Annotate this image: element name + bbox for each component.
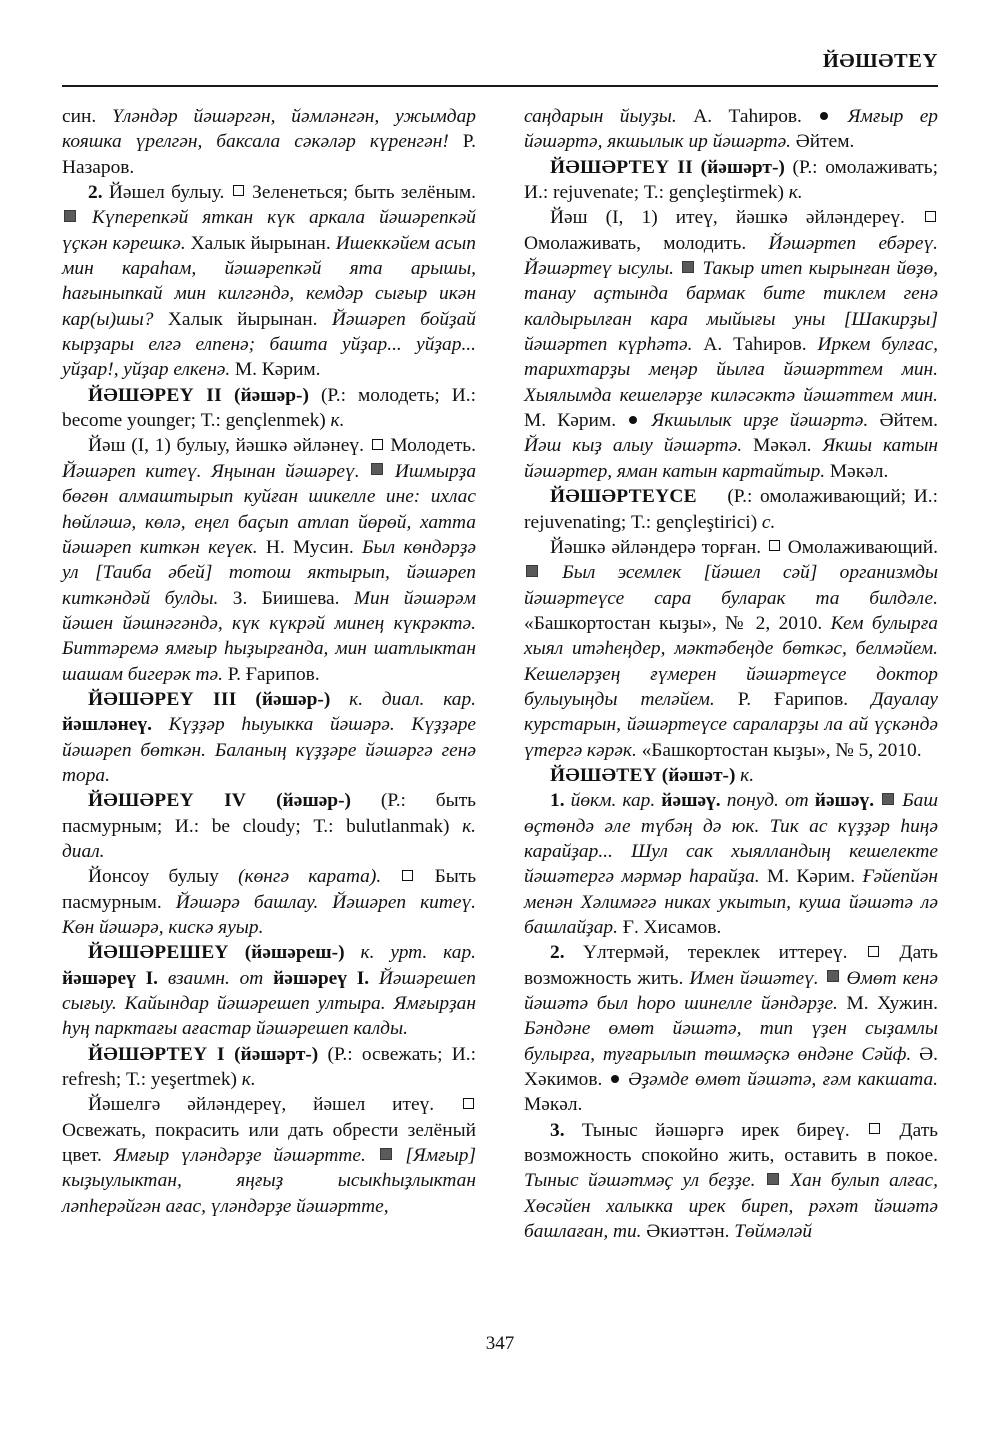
proverb-2: Йәш кыҙ алыу йәшәртә. xyxy=(524,435,743,457)
citation-source: А. Таһиров. xyxy=(693,106,802,127)
sense-number: 1. xyxy=(550,790,565,812)
entry-yasharey-4-body xyxy=(62,864,476,940)
russian-gloss: Молодеть. xyxy=(390,435,476,457)
two-column-body xyxy=(62,104,938,1304)
filled-square-icon xyxy=(767,1173,779,1185)
headword: ЙӘШӘРТЕҮ II xyxy=(550,156,694,178)
bashkir-definition: Йәш (I, 1) итеү, йәшкә әйләндереү. xyxy=(550,207,905,229)
sense-2-citation-2: Ишеккәйем асып мин караһам, йәшәрепкәй ята арышы, һағыныпкай мин килгәндә, кемдәр сығыр икән кар(ы)шы? xyxy=(62,232,476,330)
citation-2: Бәндәне өмөт йәшәтә, тип үҙен сыҙамлы булырға, туғарылып төшмәҫкә өндәне Сәйф. xyxy=(524,1018,938,1065)
headword-stem: (йәшәреш-) xyxy=(244,942,345,964)
sense-number: 2. xyxy=(88,182,103,204)
cross-reference[interactable]: йәшәү. xyxy=(661,790,721,812)
entry-yashatey xyxy=(524,763,938,788)
open-square-icon xyxy=(869,1123,880,1134)
headword-stem: (йәшәр-) xyxy=(233,384,309,406)
examples: Күҙҙәр һыуыкка йәшәрә. Күҙҙәре йәшәреп бөткән. Баланың күҙҙәре йәшәргә генә тора. xyxy=(62,714,476,786)
filled-square-icon xyxy=(827,970,839,982)
citation-3-source: Р. Ғарипов. xyxy=(227,663,320,685)
open-square-icon xyxy=(925,211,936,222)
citation-2-source: Ә. Хәкимов. xyxy=(524,1043,938,1091)
sense-2-citation: Күперепкәй яткан күк аркала йәшәрепкәй үҫкән кәрешкә. xyxy=(62,207,477,254)
citation-2: Был көндәрҙә ул [Таиба әбей] тотош яктырып, йәшәреп киткәндәй булды. xyxy=(62,536,476,609)
entry-yasharey-4 xyxy=(62,788,476,864)
bullet-icon xyxy=(611,1075,619,1083)
sense-2-citation-3-source: М. Кәрим. xyxy=(234,359,321,381)
entry-yasharey-2-body xyxy=(62,433,476,686)
grammar-label: к. xyxy=(330,410,345,432)
citation: Был эсемлек [йәшел сәй] организмды йәшәртеүсе сара буларак та билдәле. xyxy=(524,562,939,609)
headword: ЙӘШӘРЕҮ IV xyxy=(88,790,247,812)
bashkir-definition: Тыныс йәшәргә ирек биреү. xyxy=(581,1119,850,1141)
proverb-source: Мәкәл. xyxy=(524,1094,583,1116)
citation: Өмөт кенә йәшәтә был һоро шинелле йәндәрҙе. xyxy=(524,967,939,1015)
grammar-label: йөкм. кар. xyxy=(570,790,656,812)
open-square-icon xyxy=(769,540,780,551)
sense-2-russian-gloss: Зеленеться; быть зелёным. xyxy=(252,182,476,204)
headword: ЙӘШӘРТЕҮСЕ xyxy=(550,486,697,508)
headword-stem: (йәшәр-) xyxy=(255,688,331,710)
entry-yashartey-2-body xyxy=(524,205,938,484)
sense-2-paragraph xyxy=(62,180,476,383)
filled-square-icon xyxy=(380,1148,392,1160)
russian-gloss: Дать возможность спокойно жить, оставить в покое. xyxy=(524,1119,939,1167)
citation: Хан булып алғас, Хөсәйен халыкка ирек биреп, рәхәт йәшәтә башлаған, ти. xyxy=(524,1170,939,1243)
proverb-source: Әйтем. xyxy=(879,410,939,432)
headword: ЙӘШӘРЕШЕҮ xyxy=(88,942,229,964)
headword-stem: (йәшәрт-) xyxy=(700,156,785,178)
relation-note: понуд. от xyxy=(726,790,809,812)
citation-3: Мин йәшәрәм йәшен йәшнәгәндә, күк күкрәй минең күкрәктә. Биттәремә ямғыр һыҙырғанда, мин шатлыктан шашам бигерәк тә. xyxy=(62,587,476,685)
citation-source: М. Кәрим. xyxy=(766,866,856,888)
citation-source: Н. Мусин. xyxy=(265,536,354,558)
translations: (Р.: омолаживающий; И.: rejuvenating; Т.: gençleştirici) xyxy=(524,486,938,533)
bashkir-definition: Йонсоу булыу xyxy=(88,866,219,888)
entry-yashatey-sense-1 xyxy=(524,788,938,940)
open-square-icon xyxy=(402,870,413,881)
sense-2-bashkir-def: Йәшел булыу. xyxy=(108,182,225,204)
page-number: 347 xyxy=(485,1333,515,1354)
cross-reference[interactable]: йәшләнеү. xyxy=(62,714,152,736)
citation: Ишмырҙа бөгөн алмаштырып куйған шикелле ине: ихлас һөйләшә, көлә, еңел баҫып атлап йөрөй, хатта йәшәреп киткән кеүек. xyxy=(62,460,477,558)
citation-2-source: М. Кәрим. xyxy=(524,410,617,432)
entry-yashareshey xyxy=(62,940,476,1041)
filled-square-icon xyxy=(371,463,383,475)
proverb: Ямғыр ер йәшәртә, якшылык ир йәшәртә. xyxy=(524,106,938,153)
citation-tail: саңдарын йыуҙы. xyxy=(524,106,677,127)
proverb: Якшылык ирҙе йәшәртә. xyxy=(651,410,869,432)
grammar-label: к. xyxy=(788,182,803,204)
citation-source: Әкиәттән. xyxy=(646,1221,730,1243)
translations: (Р.: молодеть; И.: become younger; Т.: gençlenmek) xyxy=(62,384,477,432)
headword: ЙӘШӘРЕҮ II xyxy=(88,384,222,406)
examples: Ямғыр үләндәрҙе йәшәртте. xyxy=(113,1145,366,1167)
proverb-3: Якшы катын йәшәртер, яман катын картайтыр. xyxy=(524,435,938,482)
citation: Баш өҫтөндә әле түбәң дә юк. Тик ас күҙҙәр һиңә карайҙар... Шул сак хыялландың кешелекте йәшәтергә мәрмәр һарайҙа. xyxy=(524,790,939,888)
right-column xyxy=(524,104,938,1304)
open-square-icon xyxy=(463,1098,474,1109)
cross-reference-2[interactable]: йәшәреү I. xyxy=(273,967,370,989)
cross-reference-2[interactable]: йәшәү. xyxy=(814,790,875,812)
relation-note: взаимн. от xyxy=(167,967,264,989)
citation-3-source: «Башкортостан кыҙы», № 5, 2010. xyxy=(641,739,922,761)
citation-2: Кем булырға хыял итәһеңдер, мәктәбеңде бөткәс, белмәйем. Кешеләрҙең ғүмерен йәшәртеүсе доктор булыуыңды теләйем. xyxy=(524,612,939,710)
russian-gloss: Омолаживающий. xyxy=(787,536,939,558)
examples: Тыныс йәшәтмәҫ ул беҙҙе. xyxy=(524,1170,756,1192)
citation-2-source: Ғ. Хисамов. xyxy=(622,917,722,938)
examples: Имен йәшәтеү. xyxy=(689,967,819,989)
headword-stem: (йәшәт-) xyxy=(661,764,736,786)
grammar-label: к. xyxy=(241,1069,256,1091)
bashkir-definition: Үлтермәй, тереклек иттереү. xyxy=(583,942,848,964)
entry-yasharey-3 xyxy=(62,687,476,788)
bullet-icon xyxy=(629,416,637,424)
proverb-2-source: Мәкәл. xyxy=(753,435,812,457)
bashkir-definition-paren: (көнгә карата). xyxy=(238,866,382,888)
open-square-icon xyxy=(372,439,383,450)
entry-yashartey-2 xyxy=(524,155,938,206)
proverb: Әҙәмде өмөт йәшәтә, ғәм какшата. xyxy=(628,1069,938,1091)
open-square-icon xyxy=(233,185,244,196)
entry-yashatey-sense-2 xyxy=(524,940,938,1117)
entry-yasharey-2 xyxy=(62,383,476,434)
entry-yashatey-sense-3 xyxy=(524,1118,938,1245)
citation: [Ямғыр] кыҙыулыктан, яңғыҙ ысыкһыҙлыктан ләпһерәйгән ағас, үләндәрҙе йәшәртте, xyxy=(62,1145,477,1217)
citation-source: «Башкортостан кыҙы», № 2, 2010. xyxy=(524,612,823,634)
sense-2-citation-source: Халык йырынан. xyxy=(190,232,331,254)
continued-source: Р. Назаров. xyxy=(62,131,476,178)
running-head: ЙӘШӘТЕҮ xyxy=(822,50,938,72)
russian-gloss: Омолаживать, молодить. xyxy=(524,232,747,254)
russian-gloss: Освежать, покрасить или дать обрести зелёный цвет. xyxy=(62,1119,476,1167)
russian-gloss: Быть пасмурным. xyxy=(62,866,477,913)
citation-source: А. Таһиров. xyxy=(703,334,807,356)
citation-source: М. Хужин. xyxy=(846,993,938,1015)
proverb-3-source: Мәкәл. xyxy=(829,460,889,482)
citation-2-source: З. Биишева. xyxy=(232,587,340,609)
entry-yasharteyse-body xyxy=(524,535,938,763)
bashkir-definition: Йәшелгә әйләндереү, йәшел итеү. xyxy=(88,1094,435,1116)
grammar-label: с. xyxy=(761,511,776,533)
citation-2: Иркем булғас, тарихтарҙы меңәр йылға йәшәрттем мин. Хыялымда кешеләрҙе киләсәктә йәшәттем мин. xyxy=(524,334,938,406)
grammar-label: к. диал. xyxy=(62,815,476,862)
headword: ЙӘШӘРТЕҮ I xyxy=(88,1043,225,1065)
cross-reference[interactable]: йәшәреү I. xyxy=(62,967,159,989)
left-column xyxy=(62,104,476,1304)
entry-yashartey-1 xyxy=(62,1042,476,1093)
sense-2-citation-2-source: Халык йырынан. xyxy=(167,308,318,330)
examples: Йәшәреп китеү. Яңынан йәшәреү. xyxy=(62,460,360,482)
yashartey-1-tail xyxy=(524,104,938,155)
citation-tail: Төймәләй xyxy=(734,1221,813,1243)
filled-square-icon xyxy=(882,793,894,805)
proverb-source: Әйтем. xyxy=(795,131,855,153)
grammar-label: к. диал. кар. xyxy=(349,688,477,710)
examples: Йәшәртеп ебәреү. Йәшәртеү ысулы. xyxy=(524,232,939,280)
citation-2-source: Р. Ғарипов. xyxy=(737,688,849,710)
citation-3: Дауалау курстарын, йәшәртеүсе сараларҙы ла ай үҫкәндә үтергә кәрәк. xyxy=(524,688,939,761)
open-square-icon xyxy=(868,946,879,957)
sense-2-citation-3: Йәшәреп бойҙай кырҙары елгә елпенә; башта уйҙар... уйҙар... уйҙар!, уйҙар елкенә. xyxy=(62,308,476,381)
bashkir-definition: Йәш (I, 1) булыу, йәшкә әйләнеү. xyxy=(88,435,364,457)
grammar-label: к. урт. кар. xyxy=(360,942,476,964)
translations: (Р.: освежать; И.: refresh; Т.: yeşertmek) xyxy=(62,1043,477,1091)
continued-italic-quote: Үләндәр йәшәргән, йәмләнгән, ужымдар кояшка үрелгән, баксала сәкәләр күренгән! xyxy=(62,106,477,153)
citation: Такыр итеп кырынған йөҙө, танау аҫтында бармак бите тиклем генә калдырылған кара мыйығы уны [Шакирҙы] йәшәртеп күрһәтә. xyxy=(524,258,938,356)
headword-stem: (йәшәрт-) xyxy=(234,1043,319,1065)
filled-square-icon xyxy=(526,565,538,577)
filled-square-icon xyxy=(682,261,694,273)
paragraph-continued-tail xyxy=(62,104,476,180)
examples: Йәшәрешеп сығыу. Кайындар йәшәрешеп ултыра. Ямғырҙан һуң парктағы ағастар йәшәрешеп калды. xyxy=(62,967,477,1040)
translations: (Р.: быть пасмурным; И.: be cloudy; Т.: bulutlanmak) xyxy=(62,790,477,837)
continued-plain-head: син. xyxy=(62,106,97,127)
sense-number: 3. xyxy=(550,1119,565,1141)
bullet-icon xyxy=(820,112,828,120)
bashkir-definition: Йәшкә әйләндерә торған. xyxy=(550,536,762,558)
filled-square-icon xyxy=(64,210,76,222)
sense-number: 2. xyxy=(550,942,565,964)
entry-yasharteyse xyxy=(524,484,938,535)
examples: Йәшәрә башлау. Йәшәреп китеү. Көн йәшәрә, кискә яуыр. xyxy=(62,891,476,938)
russian-gloss: Дать возможность жить. xyxy=(524,942,939,989)
entry-yashartey-1-body xyxy=(62,1092,476,1219)
citation-2: Ғәйепйән менән Хәлимәгә никах укытып, куша йәшәтә лә башлайҙар. xyxy=(524,866,938,938)
headword: ЙӘШӘТЕҮ xyxy=(550,764,657,786)
grammar-label: к. xyxy=(740,764,755,786)
headword: ЙӘШӘРЕҮ III xyxy=(88,688,237,710)
headword-stem: (йәшәр-) xyxy=(276,790,352,812)
header-rule xyxy=(62,85,938,87)
translations: (Р.: омолаживать; И.: rejuvenate; Т.: gençleştirmek) xyxy=(524,156,939,204)
